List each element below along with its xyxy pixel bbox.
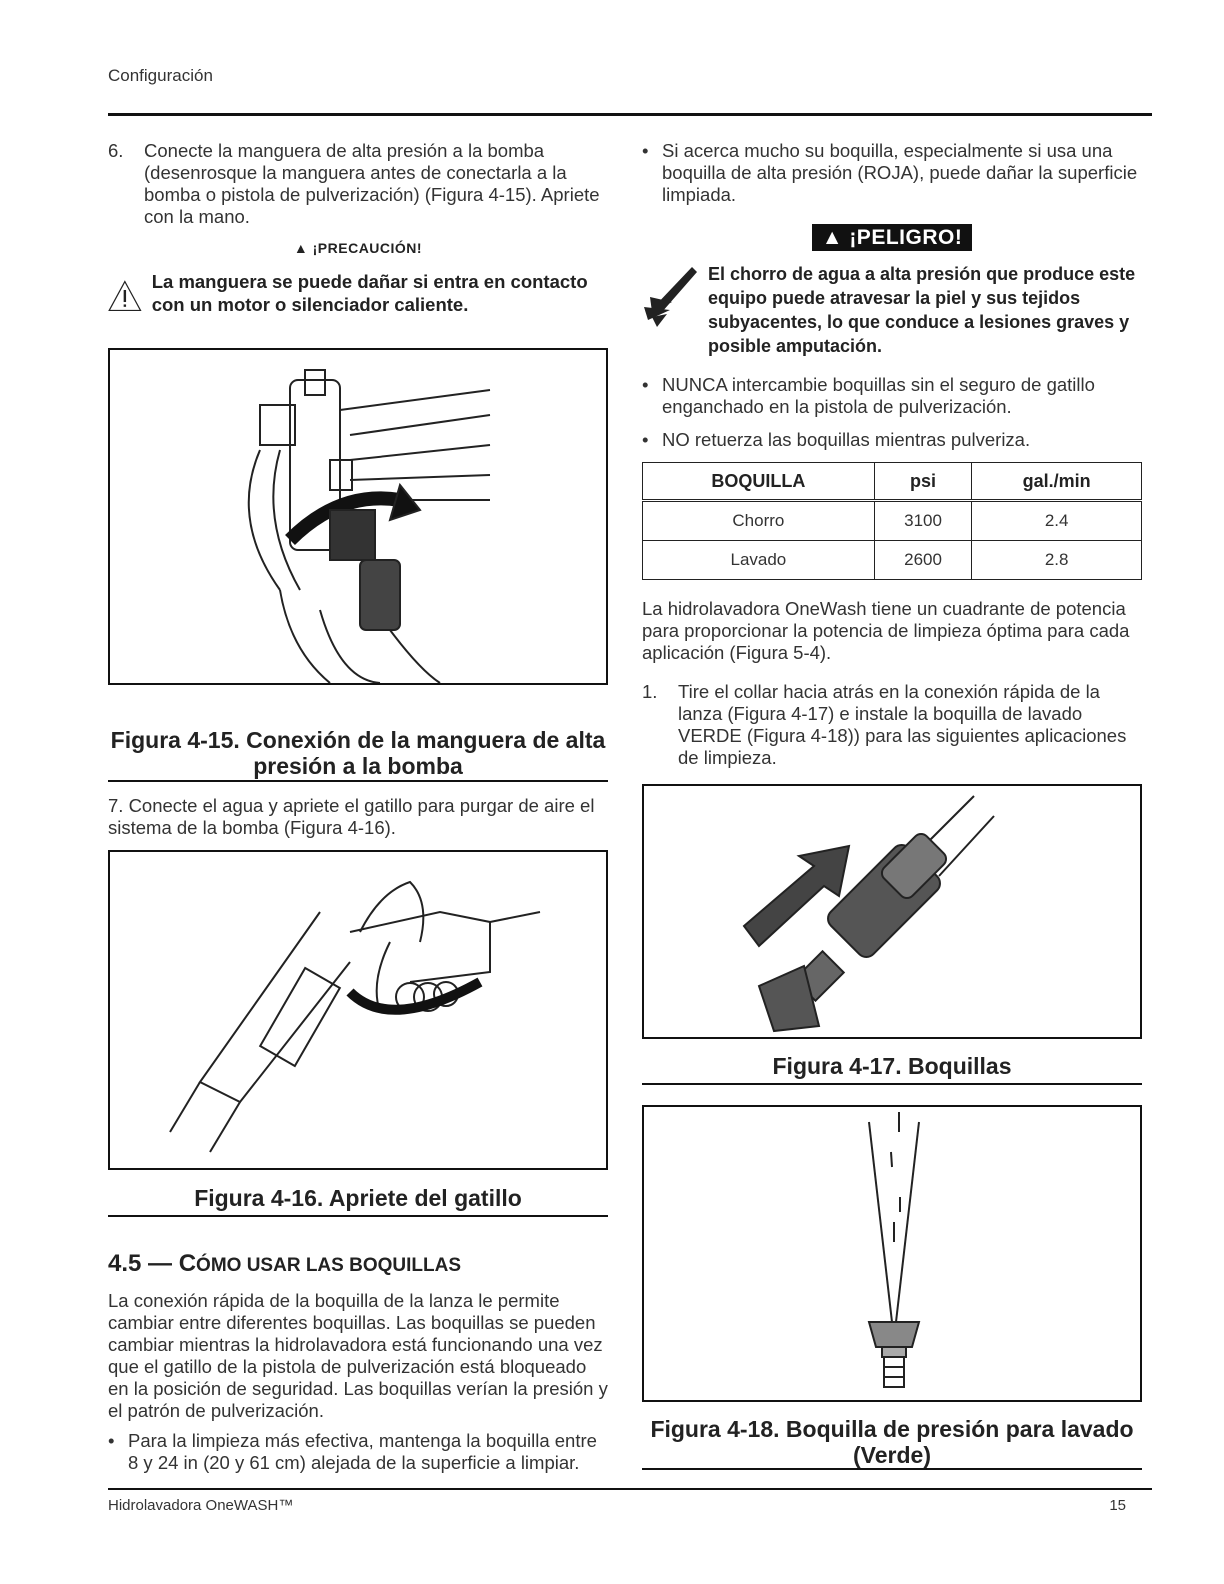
footer-product: Hidrolavadora OneWASH™ (108, 1497, 294, 1514)
figure-4-15-image (108, 348, 608, 685)
bullet-distance-text: Para la limpieza más efectiva, mantenga la boquilla entre 8 y 24 in (20 y 61 cm) alejada de la superficie a limpiar. (128, 1430, 597, 1473)
footer-page-number: 15 (1109, 1497, 1126, 1514)
figure-4-15-caption: Figura 4-15. Conexión de la manguera de alta presión a la bomba (110, 727, 606, 779)
caution-title (108, 240, 608, 256)
figure-4-16-rule (108, 1215, 608, 1217)
bullet-dot: • (642, 140, 649, 161)
nozzle-table (642, 462, 1142, 580)
figure-4-17-rule (642, 1083, 1142, 1085)
step-6 (108, 140, 608, 228)
figure-4-17-image (642, 784, 1142, 1039)
table-cell: 2600 (874, 541, 972, 580)
spray-gun-trigger-illustration (110, 852, 606, 1168)
table-cell: 2.4 (972, 501, 1142, 541)
injection-hazard-icon (642, 262, 704, 332)
table-header-row (643, 463, 1142, 501)
bullet-never-change-text: NUNCA intercambie boquillas sin el seguro de gatillo enganchado en la pistola de pulverización. (662, 374, 1095, 417)
danger-heading (642, 226, 1142, 250)
section-title: ÓMO USAR LAS BOQUILLAS (196, 1255, 461, 1276)
bullet-never-change (642, 374, 1142, 418)
running-header: Configuración (108, 66, 213, 85)
danger-block (642, 262, 1142, 358)
figure-4-18-image (642, 1105, 1142, 1402)
bullet-no-twist (642, 429, 1142, 451)
section-number: 4.5 — (108, 1250, 173, 1277)
table-cell: 3100 (874, 501, 972, 541)
table-row (643, 501, 1142, 541)
table-header-nozzle: BOQUILLA (643, 463, 875, 501)
step-7-text: 7. Conecte el agua y apriete el gatillo para purgar de aire el sistema de la bomba (Figura 4-16). (108, 795, 595, 838)
table-row (643, 541, 1142, 580)
caution-text: La manguera se puede dañar si entra en contacto con un motor o silenciador caliente. (151, 271, 588, 315)
figure-4-17-caption: Figura 4-17. Boquillas (772, 1053, 1012, 1079)
section-heading (108, 1250, 608, 1278)
power-dial-paragraph: La hidrolavadora OneWash tiene un cuadrante de potencia para proporcionar la potencia de limpieza óptima para cada aplicación (Figura 5-4). (642, 598, 1130, 663)
header-rule (108, 113, 1152, 116)
step-1-text: Tire el collar hacia atrás en la conexión rápida de la lanza (Figura 4-17) e instale la boquilla de lavado VERDE (Figura 4-18)) para las siguientes aplicaciones de limpieza. (678, 681, 1127, 768)
nozzles-quick-connect-illustration (644, 786, 1140, 1037)
bullet-dot: • (642, 429, 649, 450)
table-header-gpm: gal./min (972, 463, 1142, 501)
bullet-close-nozzle-text: Si acerca mucho su boquilla, especialmente si usa una boquilla de alta presión (ROJA), puede dañar la superficie limpiada. (662, 140, 1138, 205)
figure-4-18-caption: Figura 4-18. Boquilla de presión para lavado (Verde) (650, 1416, 1134, 1468)
footer-rule (108, 1488, 1152, 1490)
step-6-number: 6. (108, 140, 124, 161)
bullet-close-nozzle (642, 140, 1142, 206)
bullet-dot: • (642, 374, 649, 395)
figure-4-16-image (108, 850, 608, 1170)
step-1-number: 1. (642, 681, 658, 702)
step-6-text: Conecte la manguera de alta presión a la bomba (desenrosque la manguera antes de conectarla a la bomba o pistola de pulverización) (Figura 4-15). Apriete con la mano. (144, 140, 600, 227)
figure-4-18-rule (642, 1468, 1142, 1470)
caution-small-icon: ▲ (293, 240, 309, 256)
table-cell: Lavado (643, 541, 875, 580)
section-title-first-letter: C (178, 1250, 197, 1277)
wash-nozzle-spray-illustration (644, 1107, 1140, 1400)
danger-title: ¡PELIGRO! (849, 226, 963, 249)
pump-hose-connection-illustration (110, 350, 606, 683)
bullet-distance (108, 1430, 608, 1474)
step-1 (642, 681, 1142, 769)
danger-text: El chorro de agua a alta presión que produce este equipo puede atravesar la piel y sus tejidos subyacentes, lo que conduce a lesiones graves y posible amputación. (708, 264, 1136, 356)
table-cell: Chorro (643, 501, 875, 541)
caution-block (108, 240, 608, 322)
nozzle-intro-paragraph: La conexión rápida de la boquilla de la lanza le permite cambiar entre diferentes boquillas. Las boquillas se pueden cambiar mientras la hidrolavadora está funcionando una vez que el gatillo de la pistola de pulverización está bloqueado en la posición de seguridad. Las boquillas verían la presión y el patrón de pulverización. (108, 1290, 608, 1421)
table-cell: 2.8 (972, 541, 1142, 580)
warning-triangle-icon (108, 270, 142, 322)
bullet-no-twist-text: NO retuerza las boquillas mientras pulveriza. (662, 429, 1031, 450)
figure-4-16-caption: Figura 4-16. Apriete del gatillo (194, 1185, 522, 1211)
table-header-psi: psi (874, 463, 972, 501)
caution-title-text: ¡PRECAUCIÓN! (312, 240, 423, 256)
figure-4-15-rule (108, 780, 608, 782)
danger-badge: ▲ ¡PELIGRO! (812, 224, 973, 251)
bullet-dot: • (108, 1430, 115, 1451)
